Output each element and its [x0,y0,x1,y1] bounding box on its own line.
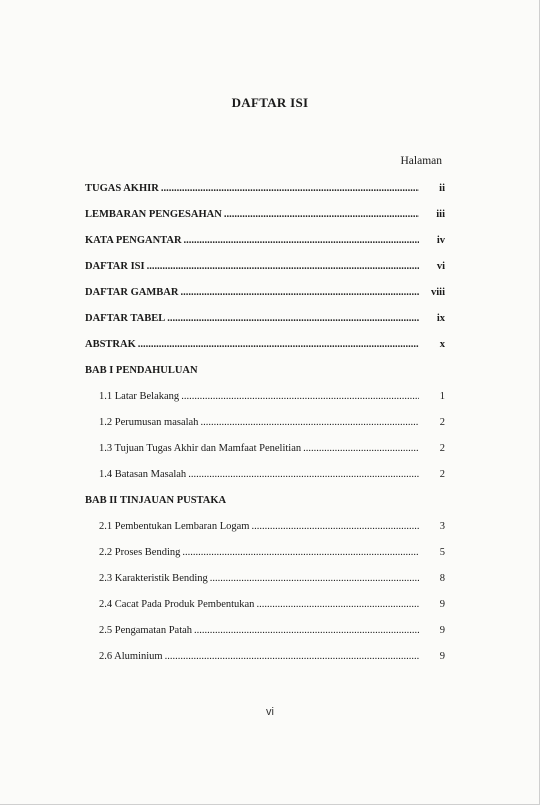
toc-subentry: 2.2 Proses Bending ..... 5 [85,547,445,563]
toc-entry-abstrak: ABSTRAK ..... x [85,339,445,355]
toc-entry-kata-pengantar: KATA PENGANTAR ..... iv [85,235,445,251]
toc-entry-daftar-isi: DAFTAR ISI ..... vi [85,261,445,277]
toc-subentry: 1.1 Latar Belakang ..... 1 [85,391,445,407]
toc-entry-daftar-gambar: DAFTAR GAMBAR ..... viii [85,287,445,303]
chapter-heading-bab-1: BAB I PENDAHULUAN [85,365,198,376]
toc-subentry: 1.2 Perumusan masalah ..... 2 [85,417,445,433]
toc-subentry: 2.6 Aluminium ..... 9 [85,651,445,667]
toc-subentry: 2.5 Pengamatan Patah ..... 9 [85,625,445,641]
toc-entry-daftar-tabel: DAFTAR TABEL ..... ix [85,313,445,329]
toc-entry-lembaran-pengesahan: LEMBARAN PENGESAHAN ..... iii [85,209,445,225]
toc-subentry: 1.4 Batasan Masalah ..... 2 [85,469,445,485]
toc-subentry: 2.3 Karakteristik Bending ..... 8 [85,573,445,589]
page-number: vi [266,706,274,718]
halaman-label: Halaman [400,155,442,167]
toc-subentry: 2.1 Pembentukan Lembaran Logam ..... 3 [85,521,445,537]
toc-subentry: 1.3 Tujuan Tugas Akhir dan Mamfaat Penelitian ..... 2 [85,443,445,459]
page-title: DAFTAR ISI [231,95,309,110]
chapter-heading-bab-2: BAB II TINJAUAN PUSTAKA [85,495,227,506]
toc-subentry: 2.4 Cacat Pada Produk Pembentukan ..... 9 [85,599,445,615]
toc-entry-tugas-akhir: TUGAS AKHIR ..... ii [85,183,445,199]
